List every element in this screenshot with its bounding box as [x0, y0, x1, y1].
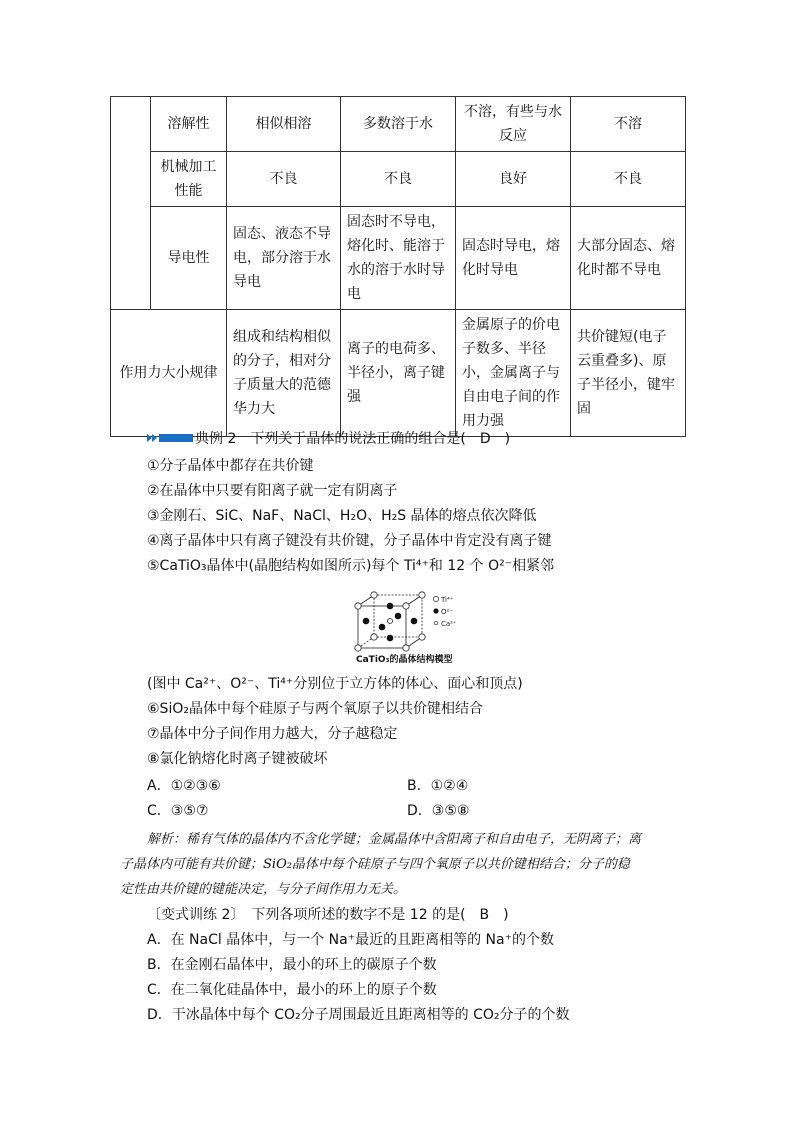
table-cell: 固态、液态不导电，部分溶于水导电	[227, 207, 341, 310]
table-row	[111, 97, 686, 152]
practice-option: D．干冰晶体中每个 CO₂分子周围最近且距离相等的 CO₂分子的个数	[147, 1007, 570, 1023]
table-cell: 多数溶于水	[341, 97, 456, 152]
statement-item: ①分子晶体中都存在共价键	[147, 458, 314, 474]
legend-ca: Ca²⁺	[441, 620, 457, 628]
table-row	[111, 310, 686, 437]
statement-item: ⑥SiO₂晶体中每个硅原子与两个氧原子以共价键相结合	[147, 701, 483, 717]
crystal-properties-table	[110, 96, 686, 437]
row-label: 作用力大小规律	[111, 310, 227, 437]
table-cell: 良好	[456, 152, 571, 207]
table-row	[111, 152, 686, 207]
explanation-line: 子晶体内可能有共价键；SiO₂晶体中每个硅原子与四个氧原子以共价键相结合；分子的稳	[120, 857, 630, 872]
table-cell: 不良	[227, 152, 341, 207]
table-cell: 不良	[571, 152, 686, 207]
table-cell: 共价键短(电子云重叠多)、原子半径小，键牢固	[571, 310, 686, 437]
legend-o: O²⁻	[441, 608, 454, 616]
statement-item: (图中 Ca²⁺、O²⁻、Ti⁴⁺分别位于立方体的体心、面心和顶点)	[147, 676, 523, 692]
statement-item: ③金刚石、SiC、NaF、NaCl、H₂O、H₂S 晶体的熔点依次降低	[147, 508, 537, 524]
practice-option: B．在金刚石晶体中，最小的环上的碳原子个数	[147, 957, 437, 973]
statement-item: ⑤CaTiO₃晶体中(晶胞结构如图所示)每个 Ti⁴⁺和 12 个 O²⁻相紧邻	[147, 558, 555, 574]
table-cell: 固态时导电，熔化时导电	[456, 207, 571, 310]
statement-item: ④离子晶体中只有离子键没有共价键，分子晶体中肯定没有离子键	[147, 533, 552, 549]
practice-option: C．在二氧化硅晶体中，最小的环上的原子个数	[147, 982, 437, 998]
statement-item: ⑦晶体中分子间作用力越大，分子越稳定	[147, 726, 398, 742]
option-d: D．③⑤⑧	[407, 803, 470, 819]
table-cell: 大部分固态、熔化时都不导电	[571, 207, 686, 310]
table-cell: 相似相溶	[227, 97, 341, 152]
table-cell: 不溶，有些与水反应	[456, 97, 571, 152]
option-b: B．①②④	[407, 778, 469, 794]
section-marker-icon	[147, 431, 193, 447]
practice-option: A．在 NaCl 晶体中，与一个 Na⁺最近的且距离相等的 Na⁺的个数	[147, 932, 554, 948]
practice-title: 〔变式训练 2〕 下列各项所述的数字不是 12 的是( B )	[147, 907, 509, 923]
example-title-line	[147, 428, 510, 448]
table-blank-cell	[111, 97, 151, 310]
table-cell: 组成和结构相似的分子，相对分子质量大的范德华力大	[227, 310, 341, 437]
statement-item: ⑧氯化钠熔化时离子键被破坏	[147, 751, 328, 767]
figure-caption: CaTiO₃的晶体结构模型	[356, 655, 453, 665]
explanation-line: 解析：稀有气体的晶体内不含化学键；金属晶体中含阳离子和自由电子，无阴离子；离	[147, 832, 642, 847]
catio3-structure-figure	[350, 590, 470, 665]
table-row	[111, 207, 686, 310]
option-c: C．③⑤⑦	[147, 803, 209, 819]
legend-ti: Ti⁴⁺	[441, 596, 454, 604]
row-label: 溶解性	[151, 97, 227, 152]
row-label: 机械加工性能	[151, 152, 227, 207]
explanation-line: 定性由共价键的键能决定，与分子间作用力无关。	[120, 882, 407, 897]
table-cell: 固态时不导电，熔化时、能溶于水的溶于水时导电	[341, 207, 456, 310]
row-label: 导电性	[151, 207, 227, 310]
table-cell: 不良	[341, 152, 456, 207]
table-cell: 金属原子的价电子数多、半径小，金属离子与自由电子间的作用力强	[456, 310, 571, 437]
example-title: 典例 2 下列关于晶体的说法正确的组合是( D )	[195, 431, 511, 447]
option-a: A．①②③⑥	[147, 778, 221, 794]
table-cell: 不溶	[571, 97, 686, 152]
table-cell: 离子的电荷多、半径小，离子键强	[341, 310, 456, 437]
statement-item: ②在晶体中只要有阳离子就一定有阴离子	[147, 483, 398, 499]
